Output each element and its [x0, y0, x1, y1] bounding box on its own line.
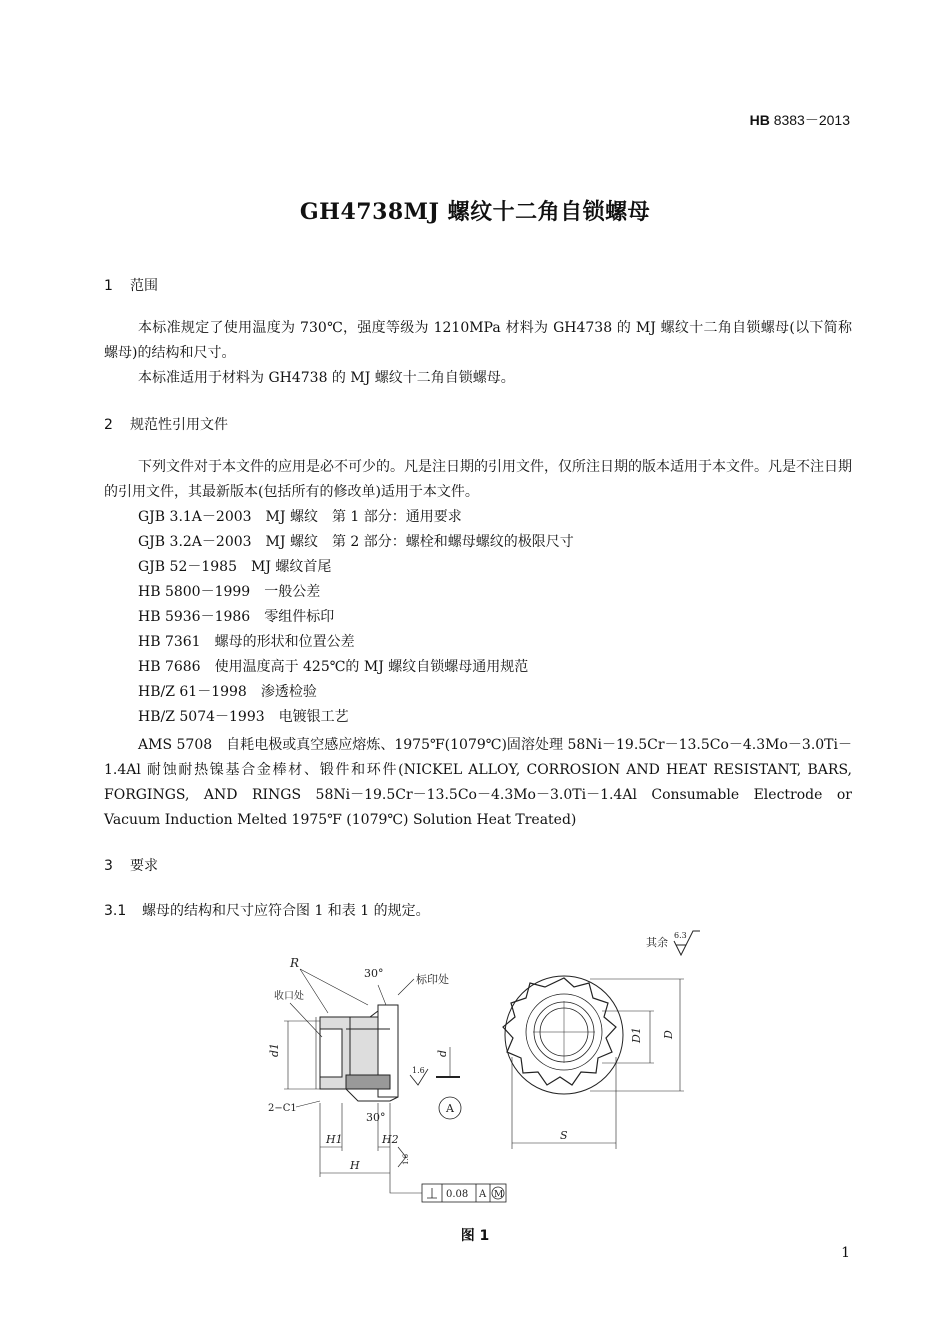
- scope-paragraph-1: 本标准规定了使用温度为 730℃，强度等级为 1210MPa 材料为 GH4738 的 MJ 螺纹十二角自锁螺母(以下简称螺母)的结构和尺寸。: [104, 320, 852, 361]
- standard-number: [750, 110, 850, 130]
- page-number: 1: [841, 1245, 850, 1261]
- section-1-heading: [104, 275, 158, 295]
- reference-item: HB 5936－1986 零组件标印: [138, 609, 335, 625]
- standard-prefix: HB: [749, 112, 770, 128]
- nut-side-view: [316, 1005, 398, 1101]
- reference-item: HB 7686 使用温度高于 425℃的 MJ 螺纹自锁螺母通用规范: [138, 659, 529, 675]
- clause-text: 螺母的结构和尺寸应符合图 1 和表 1 的规定。: [142, 903, 430, 919]
- label-chamfer: 2−C1: [268, 1103, 297, 1114]
- reference-item: HB 7361 螺母的形状和位置公差: [138, 634, 355, 650]
- roughness-value: 6.3: [674, 931, 687, 940]
- reference-item: GJB 3.2A－2003 MJ 螺纹 第 2 部分：螺栓和螺母螺纹的极限尺寸: [138, 534, 574, 550]
- figure-1-drawing: [250, 925, 710, 1215]
- label-angle-bottom: 30°: [366, 1111, 386, 1124]
- rest-label: 其余: [646, 936, 668, 949]
- section-3-heading: [104, 855, 158, 875]
- references-intro: 下列文件对于本文件的应用是必不可少的。凡是注日期的引用文件，仅所注日期的版本适用于本文件。凡是不注日期的引用文件，其最新版本(包括所有的修改单)适用于本文件。: [104, 459, 852, 500]
- dim-d: d: [436, 1049, 449, 1057]
- section-number: 3: [104, 858, 113, 874]
- datum-label: A: [446, 1102, 454, 1115]
- clause-3-1: [104, 900, 430, 920]
- reference-item: HB/Z 5074－1993 电镀银工艺: [138, 709, 349, 725]
- section-title: 规范性引用文件: [130, 417, 228, 433]
- section-2-heading: [104, 414, 228, 434]
- tol-value: 0.08: [446, 1189, 469, 1200]
- tol-datum: A: [479, 1189, 487, 1200]
- clause-number: 3.1: [104, 903, 127, 919]
- dim-H2: H2: [382, 1133, 399, 1146]
- figure-caption: 图 1: [460, 1228, 490, 1244]
- label-angle-top: 30°: [364, 967, 384, 980]
- section-number: 1: [104, 278, 113, 294]
- dim-d1: d1: [268, 1042, 281, 1057]
- rough-face-value: 1.6: [412, 1066, 425, 1075]
- tol-modifier: M: [494, 1190, 504, 1200]
- rough-small-value: 1.6: [402, 1153, 410, 1165]
- label-R: R: [290, 956, 300, 970]
- dim-D1: D1: [630, 1027, 643, 1043]
- dim-S: S: [560, 1129, 568, 1142]
- label-mark: 标印处: [416, 973, 449, 986]
- perpendicularity-icon: [427, 1188, 437, 1198]
- label-crimp: 收口处: [274, 991, 304, 1002]
- standard-code: 8383－2013: [773, 112, 850, 128]
- scope-paragraph-2: 本标准适用于材料为 GH4738 的 MJ 螺纹十二角自锁螺母。: [138, 370, 515, 386]
- reference-item: GJB 3.1A－2003 MJ 螺纹 第 1 部分：通用要求: [138, 509, 462, 525]
- dim-H: H: [350, 1159, 360, 1172]
- reference-item: HB/Z 61－1998 渗透检验: [138, 684, 317, 700]
- section-title: 范围: [130, 278, 158, 294]
- reference-ams-5708: AMS 5708 自耗电极或真空感应熔炼、1975℉(1079℃)固溶处理 58Ni－19.5Cr－13.5Co－4.3Mo－3.0Ti－1.4Al 耐蚀耐热镍基合金棒材、锻件和环件(NICKEL ALLOY, CORROSION AND HEAT RESISTANT, BARS, FORGINGS, AND RINGS 58Ni－19.5Cr－13.5Co－4.3Mo－3.0Ti－1.4Al Consumable Electrode or Vacuum Induction Melted 1975℉ (1079℃) Solution Heat Treated): [104, 737, 852, 828]
- document-title: GH4738MJ 螺纹十二角自锁螺母: [299, 199, 651, 225]
- nut-end-view: [503, 976, 623, 1094]
- dim-D: D: [662, 1030, 675, 1039]
- reference-item: HB 5800－1999 一般公差: [138, 584, 321, 600]
- dim-H1: H1: [326, 1133, 343, 1146]
- section-title: 要求: [130, 858, 158, 874]
- section-number: 2: [104, 417, 113, 433]
- reference-item: GJB 52－1985 MJ 螺纹首尾: [138, 559, 332, 575]
